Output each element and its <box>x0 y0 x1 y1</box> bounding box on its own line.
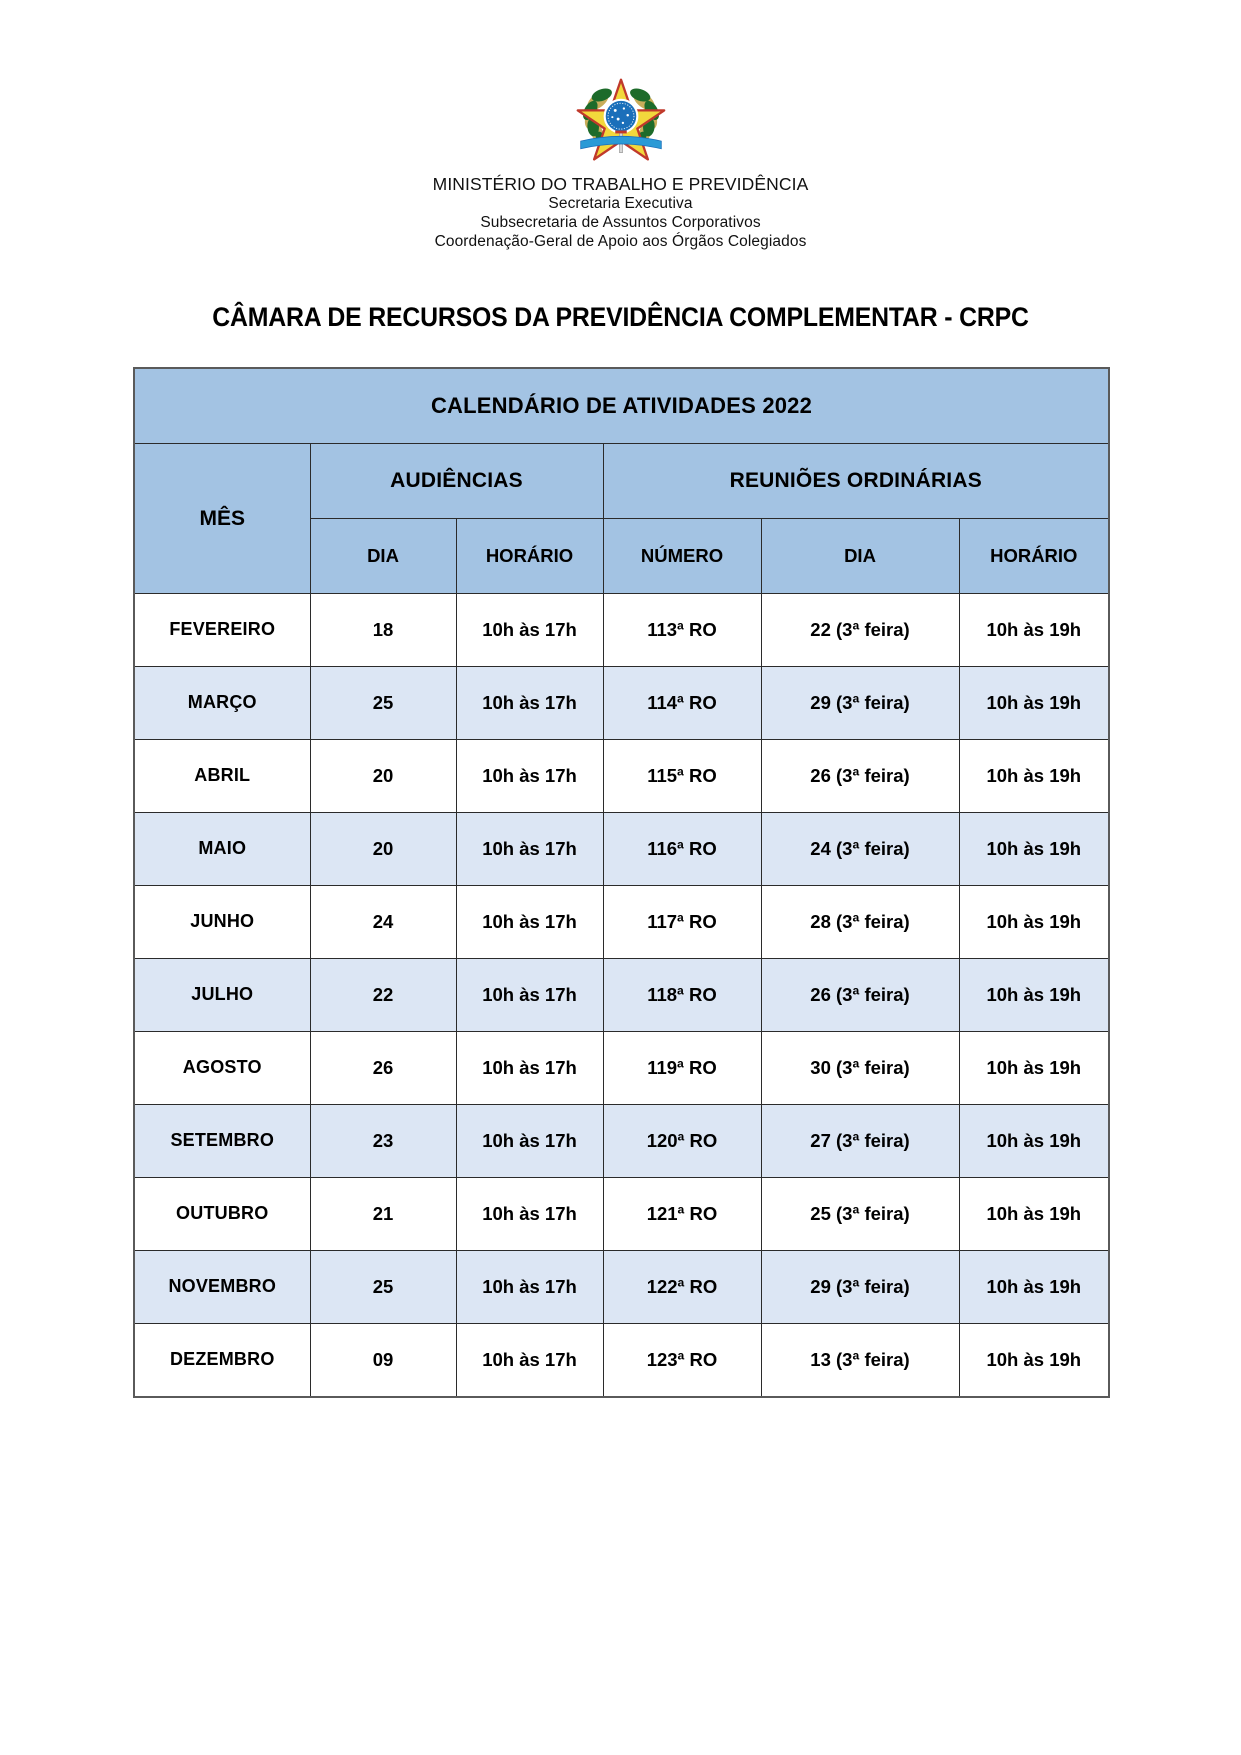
table-body <box>134 594 1109 1398</box>
cell-audiencias-dia: 20 <box>310 740 456 813</box>
cell-reunioes-horario: 10h às 19h <box>959 886 1109 959</box>
cell-audiencias-dia: 24 <box>310 886 456 959</box>
table-row <box>134 813 1109 886</box>
column-header-mes: MÊS <box>134 444 310 594</box>
calendar-table <box>133 367 1110 1398</box>
column-header-reunioes-numero: NÚMERO <box>603 519 761 594</box>
cell-mes: DEZEMBRO <box>134 1324 310 1398</box>
cell-mes: FEVEREIRO <box>134 594 310 667</box>
table-row <box>134 1178 1109 1251</box>
cell-reunioes-dia: 25 (3ª feira) <box>761 1178 959 1251</box>
cell-reunioes-dia: 26 (3ª feira) <box>761 959 959 1032</box>
cell-reunioes-numero: 121ª RO <box>603 1178 761 1251</box>
cell-mes: OUTUBRO <box>134 1178 310 1251</box>
table-row <box>134 1105 1109 1178</box>
cell-reunioes-numero: 120ª RO <box>603 1105 761 1178</box>
cell-reunioes-dia: 30 (3ª feira) <box>761 1032 959 1105</box>
cell-audiencias-horario: 10h às 17h <box>456 1251 603 1324</box>
cell-reunioes-numero: 113ª RO <box>603 594 761 667</box>
cell-audiencias-horario: 10h às 17h <box>456 813 603 886</box>
cell-reunioes-dia: 13 (3ª feira) <box>761 1324 959 1398</box>
cell-reunioes-numero: 118ª RO <box>603 959 761 1032</box>
cell-reunioes-numero: 114ª RO <box>603 667 761 740</box>
cell-mes: MARÇO <box>134 667 310 740</box>
cell-audiencias-horario: 10h às 17h <box>456 740 603 813</box>
cell-audiencias-dia: 23 <box>310 1105 456 1178</box>
cell-audiencias-dia: 21 <box>310 1178 456 1251</box>
cell-mes: JULHO <box>134 959 310 1032</box>
cell-mes: NOVEMBRO <box>134 1251 310 1324</box>
cell-mes: AGOSTO <box>134 1032 310 1105</box>
cell-audiencias-horario: 10h às 17h <box>456 886 603 959</box>
column-header-audiencias-horario: HORÁRIO <box>456 519 603 594</box>
secretariat-name: Secretaria Executiva <box>548 195 693 213</box>
table-row <box>134 886 1109 959</box>
cell-audiencias-horario: 10h às 17h <box>456 1324 603 1398</box>
cell-reunioes-horario: 10h às 19h <box>959 594 1109 667</box>
table-row <box>134 1324 1109 1398</box>
cell-reunioes-dia: 24 (3ª feira) <box>761 813 959 886</box>
coordination-name: Coordenação-Geral de Apoio aos Órgãos Colegiados <box>434 233 807 251</box>
cell-reunioes-numero: 115ª RO <box>603 740 761 813</box>
cell-mes: JUNHO <box>134 886 310 959</box>
table-group-row <box>134 444 1109 519</box>
document-header <box>0 0 1241 252</box>
cell-audiencias-horario: 10h às 17h <box>456 1178 603 1251</box>
cell-reunioes-numero: 117ª RO <box>603 886 761 959</box>
table-row <box>134 594 1109 667</box>
cell-audiencias-horario: 10h às 17h <box>456 959 603 1032</box>
calendar-table-container <box>133 367 1108 1398</box>
cell-reunioes-horario: 10h às 19h <box>959 1178 1109 1251</box>
table-row <box>134 1032 1109 1105</box>
cell-reunioes-dia: 29 (3ª feira) <box>761 1251 959 1324</box>
table-row <box>134 959 1109 1032</box>
cell-reunioes-horario: 10h às 19h <box>959 813 1109 886</box>
calendar-caption: CALENDÁRIO DE ATIVIDADES 2022 <box>134 368 1109 444</box>
column-header-reunioes-horario: HORÁRIO <box>959 519 1109 594</box>
cell-audiencias-horario: 10h às 17h <box>456 1032 603 1105</box>
cell-audiencias-dia: 25 <box>310 1251 456 1324</box>
table-row <box>134 740 1109 813</box>
cell-audiencias-dia: 25 <box>310 667 456 740</box>
cell-mes: ABRIL <box>134 740 310 813</box>
table-row <box>134 1251 1109 1324</box>
cell-audiencias-dia: 20 <box>310 813 456 886</box>
cell-reunioes-numero: 123ª RO <box>603 1324 761 1398</box>
cell-reunioes-dia: 28 (3ª feira) <box>761 886 959 959</box>
cell-reunioes-dia: 27 (3ª feira) <box>761 1105 959 1178</box>
cell-reunioes-dia: 22 (3ª feira) <box>761 594 959 667</box>
cell-reunioes-numero: 119ª RO <box>603 1032 761 1105</box>
cell-reunioes-horario: 10h às 19h <box>959 667 1109 740</box>
brazil-coat-of-arms-icon <box>573 72 669 168</box>
cell-reunioes-horario: 10h às 19h <box>959 1251 1109 1324</box>
cell-reunioes-numero: 116ª RO <box>603 813 761 886</box>
cell-audiencias-dia: 26 <box>310 1032 456 1105</box>
cell-mes: MAIO <box>134 813 310 886</box>
cell-reunioes-dia: 26 (3ª feira) <box>761 740 959 813</box>
cell-reunioes-horario: 10h às 19h <box>959 959 1109 1032</box>
cell-reunioes-horario: 10h às 19h <box>959 1032 1109 1105</box>
cell-audiencias-horario: 10h às 17h <box>456 667 603 740</box>
table-head <box>134 368 1109 594</box>
cell-audiencias-horario: 10h às 17h <box>456 594 603 667</box>
table-row <box>134 667 1109 740</box>
cell-audiencias-dia: 22 <box>310 959 456 1032</box>
cell-reunioes-horario: 10h às 19h <box>959 740 1109 813</box>
page-title: CÂMARA DE RECURSOS DA PREVIDÊNCIA COMPLEMENTAR - CRPC <box>212 302 1029 333</box>
subsecretariat-name: Subsecretaria de Assuntos Corporativos <box>480 214 761 232</box>
cell-audiencias-dia: 18 <box>310 594 456 667</box>
cell-reunioes-numero: 122ª RO <box>603 1251 761 1324</box>
cell-reunioes-dia: 29 (3ª feira) <box>761 667 959 740</box>
group-header-reunioes-ordinarias: REUNIÕES ORDINÁRIAS <box>603 444 1109 519</box>
group-header-audiencias: AUDIÊNCIAS <box>310 444 603 519</box>
cell-reunioes-horario: 10h às 19h <box>959 1105 1109 1178</box>
column-header-audiencias-dia: DIA <box>310 519 456 594</box>
cell-reunioes-horario: 10h às 19h <box>959 1324 1109 1398</box>
cell-mes: SETEMBRO <box>134 1105 310 1178</box>
table-caption-row <box>134 368 1109 444</box>
column-header-reunioes-dia: DIA <box>761 519 959 594</box>
ministry-name: MINISTÉRIO DO TRABALHO E PREVIDÊNCIA <box>432 174 809 194</box>
cell-audiencias-dia: 09 <box>310 1324 456 1398</box>
cell-audiencias-horario: 10h às 17h <box>456 1105 603 1178</box>
